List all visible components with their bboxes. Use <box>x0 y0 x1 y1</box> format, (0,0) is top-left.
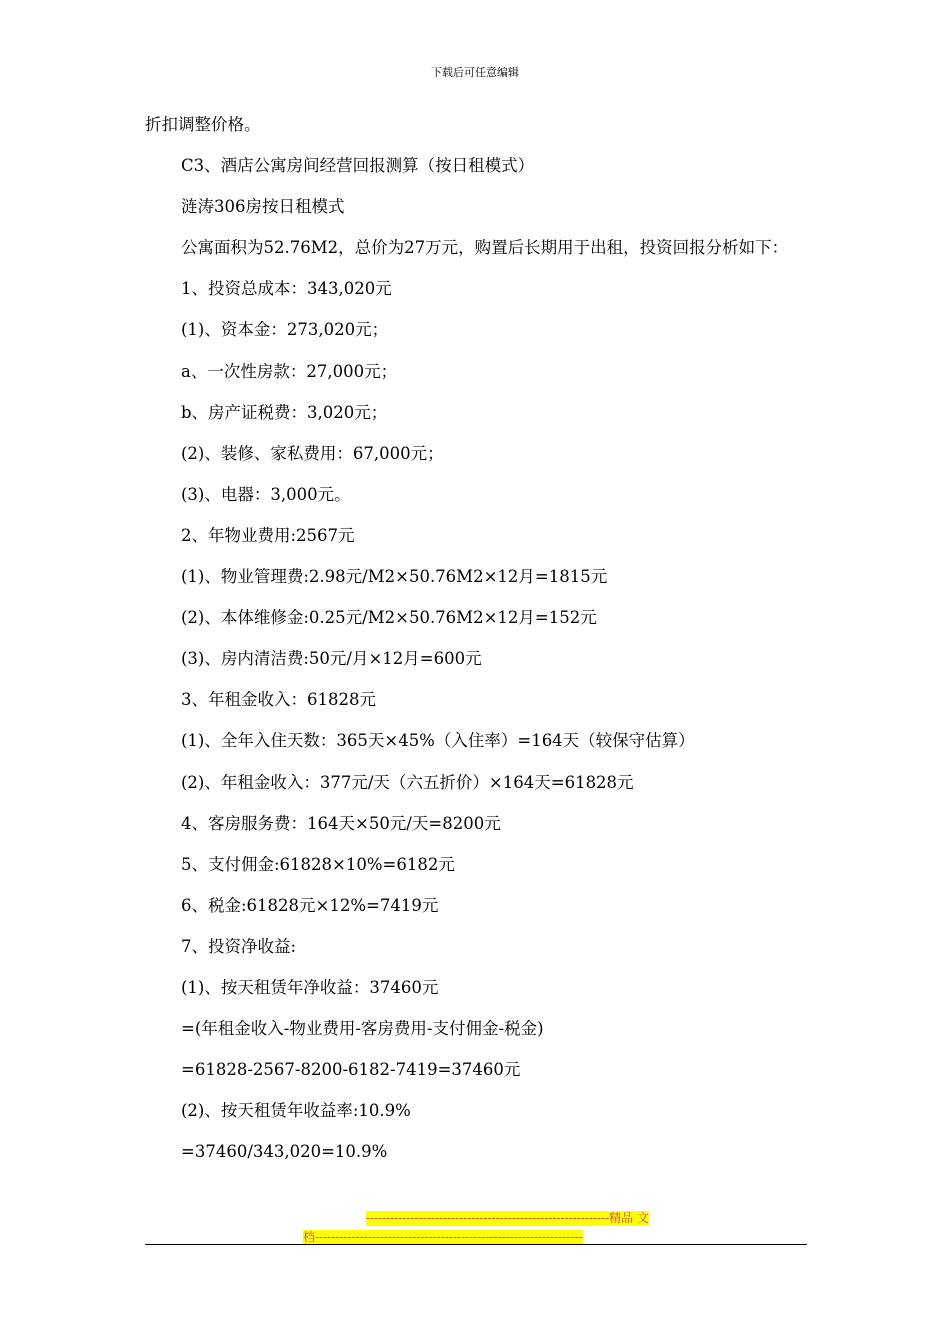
footer-banner-text-1: ------------------------------------------------------------精品 文 <box>365 1211 649 1225</box>
paragraph-line: (1)、资本金：273,020元； <box>181 320 389 340</box>
paragraph-line: (3)、电器：3,000元。 <box>181 484 351 504</box>
paragraph-line: (1)、全年入住天数：365天×45%（入住率）=164天（较保守估算） <box>181 731 695 751</box>
footer-banner-text-2: 档------------------------------------------------------------------ <box>303 1230 583 1244</box>
paragraph-line: 折扣调整价格。 <box>145 115 261 134</box>
paragraph-line: (2)、装修、家私费用：67,000元； <box>181 443 444 463</box>
paragraph-line: 6、税金:61828元×12%=7419元 <box>181 895 439 915</box>
footer-banner-line-1 <box>303 1211 649 1230</box>
document-body <box>145 113 807 1181</box>
paragraph-line: 涟涛306房按日租模式 <box>181 197 345 217</box>
paragraph-line: 公寓面积为52.76M2，总价为27万元，购置后长期用于出租，投资回报分析如下： <box>181 238 789 258</box>
paragraph-line: 5、支付佣金:61828×10%=6182元 <box>181 854 455 874</box>
paragraph-line: b、房产证税费：3,020元； <box>181 402 388 422</box>
paragraph-line: C3、酒店公寓房间经营回报测算（按日租模式） <box>181 156 535 176</box>
footer-rule <box>145 1244 807 1245</box>
paragraph-line: 4、客房服务费：164天×50元/天=8200元 <box>181 813 501 833</box>
paragraph-line: a、一次性房款：27,000元； <box>181 361 398 381</box>
paragraph-line: (2)、年租金收入：377元/天（六五折价）×164天=61828元 <box>181 772 634 792</box>
paragraph-line: (1)、按天租赁年净收益：37460元 <box>181 977 439 997</box>
paragraph-line: (2)、按天租赁年收益率:10.9% <box>181 1101 411 1121</box>
paragraph-line: (1)、物业管理费:2.98元/M2×50.76M2×12月=1815元 <box>181 567 608 587</box>
paragraph-line: 7、投资净收益: <box>181 936 297 956</box>
page-header: 下载后可任意编辑 <box>431 66 519 79</box>
paragraph-line: (2)、本体维修金:0.25元/M2×50.76M2×12月=152元 <box>181 608 597 628</box>
paragraph-line: =61828-2567-8200-6182-7419=37460元 <box>181 1060 521 1080</box>
paragraph-line: 2、年物业费用:2567元 <box>181 525 355 545</box>
paragraph-line: (3)、房内清洁费:50元/月×12月=600元 <box>181 649 482 669</box>
paragraph-line: =37460/343,020=10.9% <box>181 1142 388 1162</box>
paragraph-line: 3、年租金收入：61828元 <box>181 690 376 710</box>
paragraph-line: 1、投资总成本：343,020元 <box>181 279 392 299</box>
footer-banner-line-2 <box>303 1230 649 1249</box>
paragraph-line: =(年租金收入-物业费用-客房费用-支付佣金-税金) <box>181 1019 544 1039</box>
